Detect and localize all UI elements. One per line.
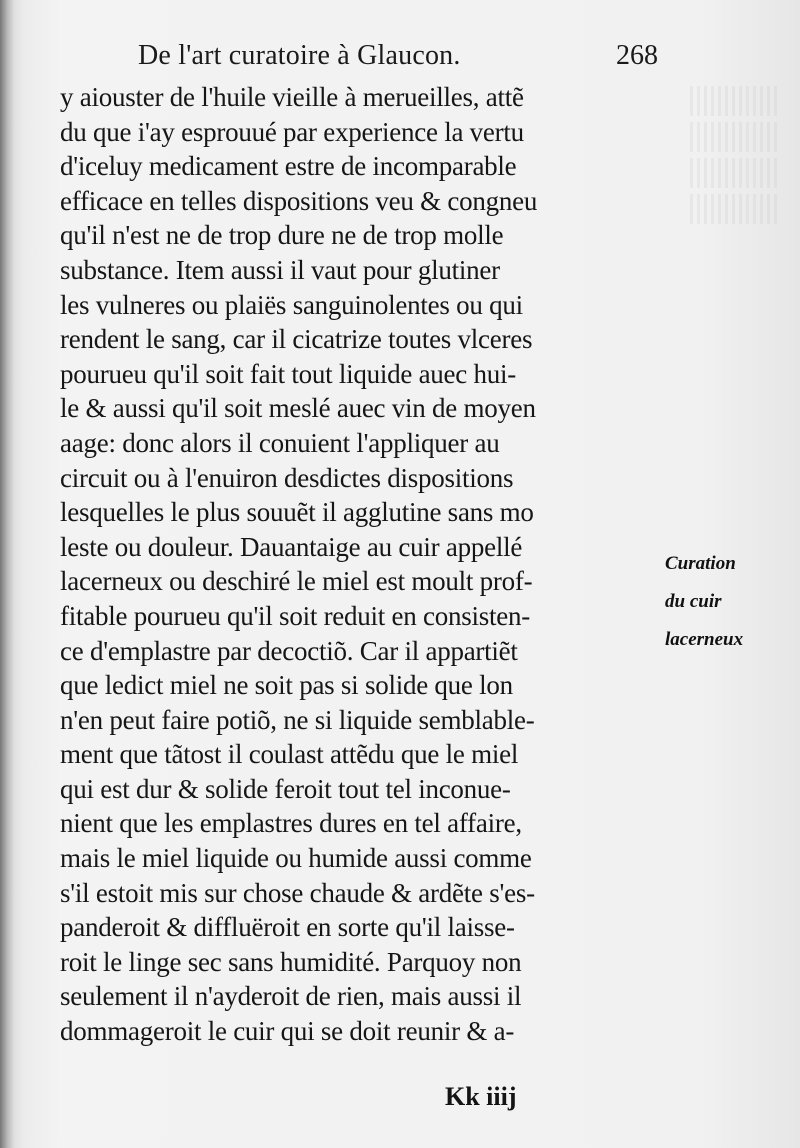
marginal-note-line: du cuir (665, 591, 722, 612)
text-line: s'il estoit mis sur chose chaude & ardẽte s'es- (60, 877, 535, 908)
marginal-note (665, 545, 795, 659)
text-line: panderoit & diffluëroit en sorte qu'il laisse- (60, 912, 515, 943)
signature-mark: Kk iiij (445, 1082, 517, 1111)
text-line: qu'il n'est ne de trop dure ne de trop molle (60, 220, 504, 251)
text-line: y aiouster de l'huile vieille à merueilles, attẽ (60, 82, 524, 112)
text-line: lacerneux ou deschiré le miel est moult prof- (60, 566, 533, 597)
text-line: dommageroit le cuir qui se doit reunir & a- (60, 1016, 515, 1047)
text-line: d'iceluy medicament estre de incomparable (60, 151, 517, 182)
text-line: lesquelles le plus souuẽt il agglutine sans mo (60, 497, 534, 528)
text-line: pourueu qu'il soit fait tout liquide auec hui- (60, 358, 517, 389)
text-line: qui est dur & solide feroit tout tel inconue- (60, 773, 511, 804)
body-text (60, 80, 655, 1049)
text-line: efficace en telles dispositions veu & congneu (60, 185, 538, 216)
text-line: le & aussi qu'il soit meslé auec vin de moyen (60, 393, 536, 424)
text-line: circuit ou à l'enuiron desdictes dispositions (60, 462, 514, 493)
text-line: seulement il n'ayderoit de rien, mais aussi il (60, 981, 522, 1012)
text-line: leste ou douleur. Dauantaige au cuir appellé (60, 531, 523, 562)
text-line: les vulneres ou plaiës sanguinolentes ou qui (60, 289, 523, 320)
running-title: De l'art curatoire à Glaucon. (138, 40, 461, 71)
text-line: aage: donc alors il conuient l'appliquer au (60, 427, 500, 458)
bleed-through-text (690, 80, 800, 250)
page-number: 268 (616, 40, 658, 71)
text-line: roit le linge sec sans humidité. Parquoy non (60, 946, 522, 977)
text-line: nient que les emplastres dures en tel affaire, (60, 808, 522, 839)
text-line: mais le miel liquide ou humide aussi comme (60, 843, 532, 874)
text-line: du que i'ay esprouué par experience la vertu (60, 116, 524, 147)
text-line: fitable pourueu qu'il soit reduit en consisten- (60, 600, 531, 631)
marginal-note-line: Curation (665, 553, 736, 574)
text-line: substance. Item aussi il vaut pour glutiner (60, 254, 500, 285)
page-header (138, 40, 658, 82)
text-line: ment que tãtost il coulast attẽdu que le miel (60, 739, 519, 770)
marginal-note-line: lacerneux (665, 629, 744, 650)
text-line: n'en peut faire potiõ, ne si liquide semblable- (60, 704, 535, 735)
text-line: que ledict miel ne soit pas si solide que lon (60, 670, 513, 701)
gutter-shadow (0, 0, 14, 1148)
text-line: ce d'emplastre par decoctiõ. Car il appartiẽt (60, 635, 518, 666)
text-line: rendent le sang, car il cicatrize toutes vlceres (60, 324, 533, 355)
